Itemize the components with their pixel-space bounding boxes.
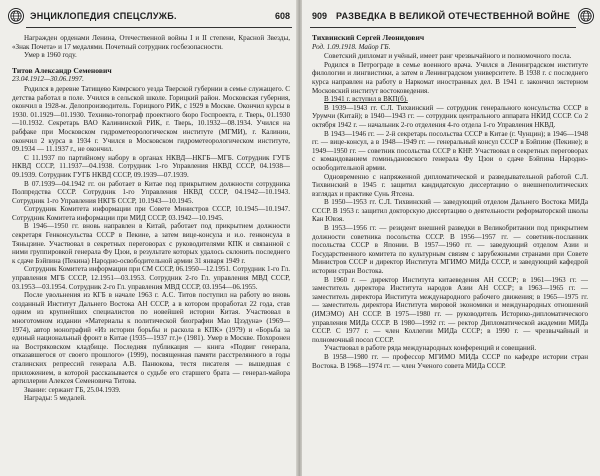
left-page	[0, 0, 298, 476]
paragraph: Сотрудник Комитета информации при Совете Министров СССР, 10.1945—10.1947. Сотрудник Комитета информации при МИД СССР, 03.1942—10.1945.	[12, 205, 290, 222]
paragraph: В 1941 г. вступил в ВКП(б).	[324, 95, 408, 104]
paragraph: Сотрудник Комитета информации при СМ СССР, 06.1950—12.1951. Сотрудник 1-го Гл. управления МГБ СССР, 12.1951—03.1953. Сотрудник 2-го Гл. управления МВД СССР, 03.1953—03.1954. Сотрудник 2-го Гл. управления МВД СССР, 03.1954—06.1955.	[12, 265, 290, 291]
paragraph: В 07.1939—04.1942 гг. он работает в Китае под прикрытием должности сотрудника Полпредства СССР. Сотрудник 1-го Управления НКВД СССР, 04.1942—10.1943. Сотрудник 1-го Управления НКГБ СССР, 10.1943—10.1945.	[12, 179, 290, 205]
paragraph: В 1953—1956 гг. — резидент внешней разведки в Великобритании под прикрытием должности советника посольства СССР. В 1956—1957 гг. — советник-посланник посольства СССР в Японии. В 1957—1960 гг. — заведующий отделом Азии и Государственного комитета по культурным связям с зарубежными странами при Совете Министров СССР и директор Института МГИМО МИДа СССР, и заведующий кафедрой истории стран Востока.	[312, 224, 588, 276]
paragraph: Умер в 1960 году.	[24, 51, 77, 60]
left-page-header	[8, 8, 292, 30]
right-page-header	[310, 8, 594, 30]
paragraph: В 1946—1950 гг. вновь направлен в Китай, работает под прикрытием должности секретаря Генконсульства СССР в Пекине, а затем вице-консула и и.о. генконсула в Тяньцзине. Участвовал в секретных переговорах с руководителями КПК и связанной с ними группировкой генерала Фу Цзои, в результате которых удалось склонить последнего к сдаче Бэйпина (Пекина) Народно-освободительной армии 31 января 1949 г.	[12, 222, 290, 265]
entry-name: Титов Александр Семенович	[12, 65, 112, 75]
right-page	[302, 0, 600, 476]
left-page-text	[12, 34, 290, 403]
running-head: ЭНЦИКЛОПЕДИЯ СПЕЦСЛУЖБ.	[30, 11, 177, 21]
page-number: 608	[274, 11, 290, 21]
paragraph: В 1958—1980 гг. — профессор МГИМО МИДа СССР по кафедре истории стран Востока. В 1968—1974 гг. — член Ученого совета МИДа СССР.	[312, 352, 588, 370]
header-rule	[26, 27, 292, 28]
paragraph: Родился в деревне Татищево Кимрского уезда Тверской губернии в семье служащего. С детства работал в поле. Учился в сельской школе. Горицкий район. Московская губерния, окончил в 1928-м. Делопроизводитель. Горицкого РИК, с 1929 в Москве. Окончил курсы в 1930. 01.1929—01.1930. Технико-топограф проектного бюро Госпроекта, г. Тверь, 01.1930—10.1932. Секретарь ВАО Калининской РИК, г. Тверь, 10.1932—08.1934. Учился на рабфаке при Московском гидрометеорологическом институте (МГМИ), г. Калинин, окончил 2 курса в 1934 г. Учился в Московском гидрометеорологическом институте, 09.1934 — 11.1937 г., не окончил.	[12, 84, 290, 154]
header-rule	[310, 27, 576, 28]
entry-awards: Награды: 5 медалей.	[24, 394, 86, 403]
paragraph: В 1943—1946 гг. — 2-й секретарь посольства СССР в Китае (г. Чунцин); в 1946—1948 гг. — вице-консул, а в 1948—1949 гг. — генеральный консул СССР в Бэйпине (Пекине); в 1949—1950 гг. — советник посольства СССР в КНР. Участвовал в секретных переговорах с командованием гоминьдановского генерала Фу Цзои о сдаче Бэйпина Народно-освободительной армии.	[312, 129, 588, 172]
paragraph: С 11.1937 по партийному набору в органах НКВД—НКГБ—МГБ. Сотрудник ГУГБ НКВД СССР, 11.1937—04.1938. Сотрудник 1-го Управления НКВД СССР, 04.1938—09.1939. Сотрудник ГУГБ НКВД СССР, 09.1939—07.1939.	[12, 153, 290, 179]
entry-rank: Звание: сержант ГБ, 25.04.1939.	[24, 385, 121, 394]
paragraph: В 1939—1943 гг. С.Л. Тихвинский — сотрудник генерального консульства СССР в Урумчи (Китай); в 1940—1943 гг. — сотрудник центрального аппарата НКИД СССР. Со 2 октября 1942 г. — начальник 2-го отделения 4-го отдела 1-го Управления НКВД.	[312, 103, 588, 129]
paragraph: Одновременно с напряженной дипломатической и разведывательной работой С.Л. Тихвинский в 1945 г. защитил кандидатскую диссертацию о внешнеполитических взглядах и практике Сунь Ятсена.	[312, 172, 588, 198]
paragraph: Участвовал в работе ряда международных конференций и совещаний.	[324, 344, 537, 353]
paragraph: Советский дипломат и учёный, имеет ранг чрезвычайного и полномочного посла.	[324, 52, 572, 61]
entry-dates: Род. 1.09.1918. Майор ГБ.	[312, 42, 391, 51]
page-number: 909	[312, 11, 328, 21]
paragraph: В 1950—1953 гг. С.Л. Тихвинский — заведующий отделом Дальнего Востока МИДа СССР. В 1953 г. защитил докторскую диссертацию о деятельности реформаторской школы Кан Ювэя.	[312, 198, 588, 224]
entry-dates: 23.04.1912—30.06.1997.	[12, 75, 84, 84]
entry-name: Тихвинский Сергей Леонидович	[312, 33, 425, 42]
running-head: РАЗВЕДКА В ВЕЛИКОЙ ОТЕЧЕСТВЕННОЙ ВОЙНЕ	[336, 11, 571, 21]
globe-emblem-icon	[8, 8, 24, 24]
globe-emblem-icon	[578, 8, 594, 24]
right-page-text	[312, 34, 588, 370]
paragraph: Родился в Петрограде в семье военного врача. Учился в Ленинградском институте филологии и лингвистики, а затем в Ленинградском университете. В 1938 г. с последнего курса направлен на работу в Наркомат иностранных дел. В 1941 г. закончил экстерном Московский институт востоковедения.	[312, 60, 588, 95]
paragraph: Награжден орденами Ленина, Отечественной войны I и II степени, Красной Звезды, «Знак Почета» и 17 медалями. Почетный сотрудник госбезопасности.	[12, 34, 290, 51]
paragraph: После увольнения из КГБ в начале 1963 г. А.С. Титов поступил на работу во вновь созданный Институт Дальнего Востока АН СССР, а в котором проработал 22 года, став одним из крупнейших специалистов по новейшей истории Китая. Участвовал в многотомном издании «Материалы к политической биографии Мао Цзэдуна» (1969—1974), автор монографий «Из истории борьбы и раскола в КПК» (1979) и «Борьба за единый национальный фронт в Китае (1935—1937 гг.)» (1981). Умер в Москве. Похоронен на Востряковском кладбище. Последняя публикация — книга «Подвиг генерала, отказавшегося от своего прошлого» (1999), посвященная памяти расстрелянного в годы сталинских репрессий генерала А.В. Панюкова, тестя писателя — вышедшая с приложением, в которой рассказывается о судьбе его старшего брата — генерал-майора артиллерии Алексея Семеновича Титова.	[12, 291, 290, 386]
paragraph: В 1960 г. — директор Института китаеведения АН СССР; в 1961—1963 гг. — заместитель директора Института народов Азии АН СССР; в 1963—1965 гг. — заместитель директора Института международного рабочего движения; в 1965—1975 гг. — заместитель директора Института мировой экономики и международных отношений (ИМЭМО) АН СССР. В 1975—1980 гг. — руководитель Историко-дипломатического управления МИДа СССР. В 1980—1992 гг. — ректор Дипломатической академии МИДа СССР. С 1977 г. — член Коллегии МИДа СССР; в 1990 г. — чрезвычайный и полномочный посол СССР.	[312, 275, 588, 344]
